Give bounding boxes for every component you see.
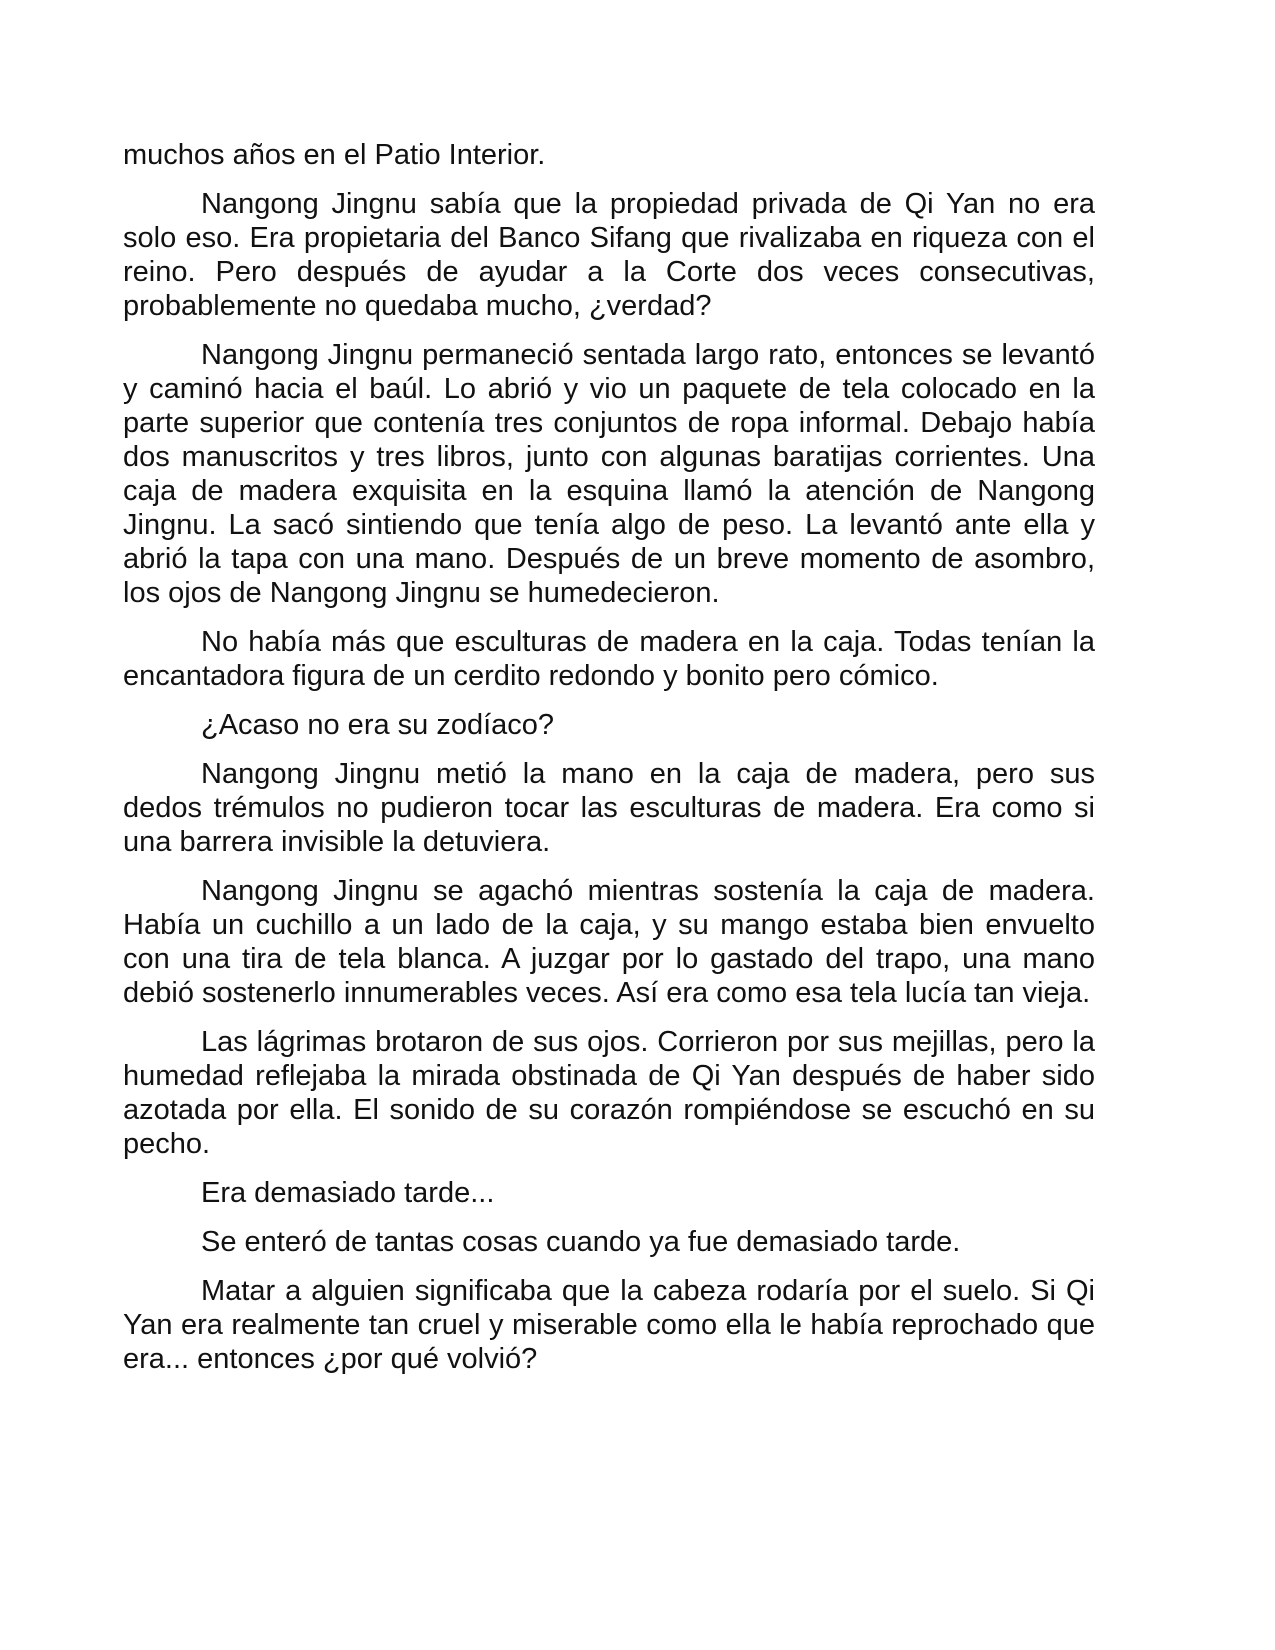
paragraph: Nangong Jingnu metió la mano en la caja de madera, pero sus dedos trémulos no pudieron tocar las esculturas de madera. Era como si una barrera invisible la detuviera.	[123, 758, 1095, 858]
paragraph: No había más que esculturas de madera en la caja. Todas tenían la encantadora figura de un cerdito redondo y bonito pero cómico.	[123, 626, 1095, 692]
paragraph: Las lágrimas brotaron de sus ojos. Corrieron por sus mejillas, pero la humedad reflejaba la mirada obstinada de Qi Yan después de haber sido azotada por ella. El sonido de su corazón rompiéndose se escuchó en su pecho.	[123, 1026, 1095, 1160]
paragraph: Nangong Jingnu sabía que la propiedad privada de Qi Yan no era solo eso. Era propietaria del Banco Sifang que rivalizaba en riqueza con el reino. Pero después de ayudar a la Corte dos veces consecutivas, probablemente no quedaba mucho, ¿verdad?	[123, 188, 1095, 322]
paragraph: muchos años en el Patio Interior.	[123, 139, 546, 171]
paragraph: Nangong Jingnu se agachó mientras sostenía la caja de madera. Había un cuchillo a un lado de la caja, y su mango estaba bien envuelto con una tira de tela blanca. A juzgar por lo gastado del trapo, una mano debió sostenerlo innumerables veces. Así era como esa tela lucía tan vieja.	[123, 875, 1095, 1009]
document-page	[123, 138, 1095, 1391]
paragraph: Nangong Jingnu permaneció sentada largo rato, entonces se levantó y caminó hacia el baúl. Lo abrió y vio un paquete de tela colocado en la parte superior que contenía tres conjuntos de ropa informal. Debajo había dos manuscritos y tres libros, junto con algunas baratijas corrientes. Una caja de madera exquisita en la esquina llamó la atención de Nangong Jingnu. La sacó sintiendo que tenía algo de peso. La levantó ante ella y abrió la tapa con una mano. Después de un breve momento de asombro, los ojos de Nangong Jingnu se humedecieron.	[123, 339, 1095, 609]
paragraph: Se enteró de tantas cosas cuando ya fue demasiado tarde.	[201, 1226, 961, 1258]
paragraph: Matar a alguien significaba que la cabeza rodaría por el suelo. Si Qi Yan era realmente tan cruel y miserable como ella le había reprochado que era... entonces ¿por qué volvió?	[123, 1275, 1095, 1375]
paragraph: Era demasiado tarde...	[201, 1177, 495, 1209]
paragraph: ¿Acaso no era su zodíaco?	[201, 709, 555, 741]
